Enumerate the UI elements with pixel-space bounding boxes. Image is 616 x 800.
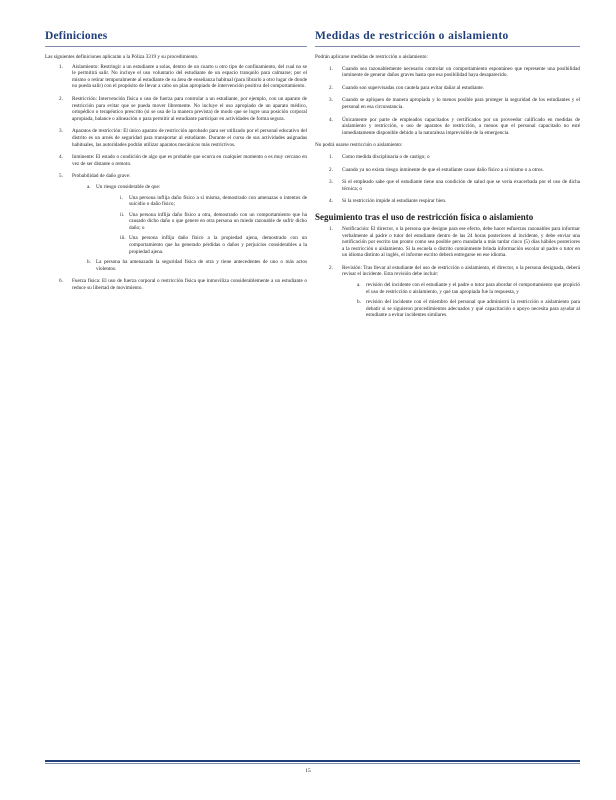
right-column xyxy=(315,30,580,325)
sub-item: a. revisión del incidente con el estudiante y el padre o tutor para abordar el comportamiento que propició el uso de restricción o aislamiento, y qué tan apropiada fue la respuesta, y xyxy=(357,282,580,295)
list-item: 1. Como medida disciplinaria o de castigo; o xyxy=(329,153,430,160)
lead-paragraph: Podrán aplicarse medidas de restricción o aislamiento: xyxy=(315,54,428,60)
followup-list xyxy=(315,226,580,319)
footer-line-thin xyxy=(45,763,580,764)
definition-item: 2. Restricción: Intervención física o uso de fuerza para controlar a un estudiante, por ejemplo, con un aparato de restricción para evitar que se pueda mover libremente. No incluye el uso apropiado de un aparato médico, ortopédico o terapéutico prescrito (si se usa de la manera prevista) de modo que se logre una posición corporal apropiada, balance o alineación o para permitir al estudiante participar en actividades de forma segura. xyxy=(59,95,307,122)
definitions-list xyxy=(45,64,307,292)
sub-sub-item: iii. Una persona inflija daño físico a la propiedad ajena, demostrado con un comportamiento que ha generado pérdidas o daños y perjuicios considerables a la propiedad ajena. xyxy=(120,235,307,255)
intro-paragraph: Las siguientes definiciones aplicarán a la Póliza 3319 y su procedimiento. xyxy=(45,54,199,60)
list-item: 2. Cuando son supervisadas con cautela para evitar dañar al estudiante. xyxy=(329,84,485,91)
sub-item: b. revisión del incidente con el miembro del personal que administró la restricción o aislamiento para debatir si se siguieron procedimientos adecuados y qué capacitación o apoyo necesita para ayudar al estudiante a evitar incidentes similares. xyxy=(357,299,580,319)
definition-item: 4. Inminente: El estado o condición de algo que es probable que ocurra en cualquier momento o es muy cercano en vez de ser distante o remoto. xyxy=(59,154,307,167)
list-item: 1. Notificación: El director, o la persona que designe para ese efecto, debe hacer esfuerzos razonables para informar verbalmente al padre o tutor del estudiante dentro de las 24 horas posteriores al incidente, y debe enviar una notificación por escrito tan pronto como sea posible pero mandarla a más tardar cinco (5) días hábiles posteriores a la restricción o aislamiento. Si la escuela o distrito comúnmente brinda información escolar al padre o tutor en un idioma distinto al inglés, el informe escrito deberá entregarse en ese idioma. xyxy=(329,225,580,259)
sub-sub-item: ii. Una persona inflija daño físico a otra, demostrado con un comportamiento que ha causado dicho daño o que genere en otra persona un miedo razonable de sufrir dicho daño; o xyxy=(120,211,307,231)
definition-item: 3. Aparatos de restricción: El único aparato de restricción aprobado para ser utilizado por el personal educativo del distrito es un arnés de seguridad para transportar al estudiante. Durante el curso de sus actividades asignadas habituales, las autoridades podrán utilizar aparatos mecánicos más restrictivos. xyxy=(59,128,307,148)
list-item: 2. Revisión: Tras llevar al estudiante del uso de restricción o aislamiento, el director, o la persona designada, deberá revisar el incidente. Esta revisión debe incluir: a. revisión del incidente con el estudiante y el padre o tutor para abordar el comportamiento que propició el uso de restricción o aislamiento, y qué tan apropiada fue la respuesta, y b. revisión del incidente con el miembro del personal que administró la restricción o aislamiento para debatir si se siguieron procedimientos adecuados y qué capacitación o apoyo necesita para ayudar al estudiante a evitar incidentes similares. xyxy=(329,264,580,319)
list-item: 4. Si la restricción impide al estudiante respirar bien. xyxy=(329,198,447,205)
sub-sub-item: i. Una persona inflija daño físico a sí misma, demostrado con amenazas o intentos de suicidio o daño físico; xyxy=(120,194,307,208)
subheading-seguimiento: Seguimiento tras el uso de restricción física o aislamiento xyxy=(315,211,534,222)
sub-item: a. Un riesgo considerable de que: i. Una persona inflija daño físico a sí misma, demostrado con amenazas o intentos de suicidio o daño físico; ii. Una persona inflija daño físico a otra, demostrado con un comportamiento que ha causado dicho daño o que genere en otra persona un miedo razonable de sufrir dicho daño; o iii. Una persona inflija daño físico a la propiedad ajena, demostrado con un comportamiento que ha generado pérdidas o daños y perjuicios considerables a la propiedad ajena. xyxy=(87,183,307,255)
section-heading-definiciones: Definiciones xyxy=(45,30,307,47)
lead-paragraph: No podrá usarse restricción o aislamiento: xyxy=(315,142,403,149)
list-item: 1. Cuando sea razonablemente necesario controlar un comportamiento espontáneo que represente una posibilidad inminente de generar daños graves hasta que esa posibilidad haya desaparecido. xyxy=(329,65,580,79)
definition-item: 5. Probabilidad de daño grave: a. Un riesgo considerable de que: i. Una persona inflija daño físico a sí misma, demostrado con amenazas o intentos de suicidio o daño físico; ii. Una persona inflija daño físico a otra, demostrado con un comportamiento que ha causado dicho daño o que genere en otra persona un miedo razonable de sufrir dicho daño; o iii. Una persona inflija daño físico a la propiedad ajena, demostrado con un comportamiento que ha generado pérdidas o daños y perjuicios considerables a la propiedad ajena. b. La persona ha amenazado la seguridad física de otra y tiene antecedentes de uno o más actos violentos. xyxy=(59,173,307,272)
definition-item: 6. Fuerza física: El uso de fuerza corporal o restricción física que inmoviliza considerablemente a un estudiante o reduce su libertad de movimiento. xyxy=(59,278,307,292)
list-item: 3. Si el empleado sabe que el estudiante tiene una condición de salud que se vería exacerbada por el uso de dicha técnica; o xyxy=(329,179,580,192)
allowed-measures-list xyxy=(315,66,580,137)
footer-rule xyxy=(45,760,580,764)
prohibited-measures-list xyxy=(315,154,580,205)
list-item: 3. Cuando se apliquen de manera apropiada y lo menos posible para proteger la seguridad de los estudiantes y el personal en esa circunstancia. xyxy=(329,97,580,110)
section-heading-medidas: Medidas de restricción o aislamiento xyxy=(315,30,580,47)
list-item: 2. Cuando ya no exista riesgo inminente de que el estudiante cause daño físico a sí mismo o a otros. xyxy=(329,166,544,173)
list-item: 4. Únicamente por parte de empleados capacitados y certificados por un proveedor calificado en medidas de aislamiento y restricción, o uso de aparatos de restricción, a menos que el personal capacitado no esté inmediatamente disponible debido a la naturaleza imprevisible de la emergencia. xyxy=(329,116,580,136)
definition-item: 1. Aislamiento: Restringir a un estudiante a solas, dentro de un cuarto u otro tipo de confinamiento, del cual no se le permitirá salir. No incluye el uso voluntario del estudiante de un espacio tranquilo para calmarse; por el mismo o retirar temporalmente al estudiante de su área de enseñanza habitual (para librarlo a otro lugar de donde no pueda salir) con el propósito de llevar a cabo un plan apropiado de intervención positiva del comportamiento. xyxy=(59,63,307,90)
left-column xyxy=(45,30,307,298)
sub-item: b. La persona ha amenazado la seguridad física de otra y tiene antecedentes de uno o más actos violentos. xyxy=(87,259,307,272)
page-number: 15 xyxy=(305,768,311,774)
footer-line-thick xyxy=(45,760,580,762)
